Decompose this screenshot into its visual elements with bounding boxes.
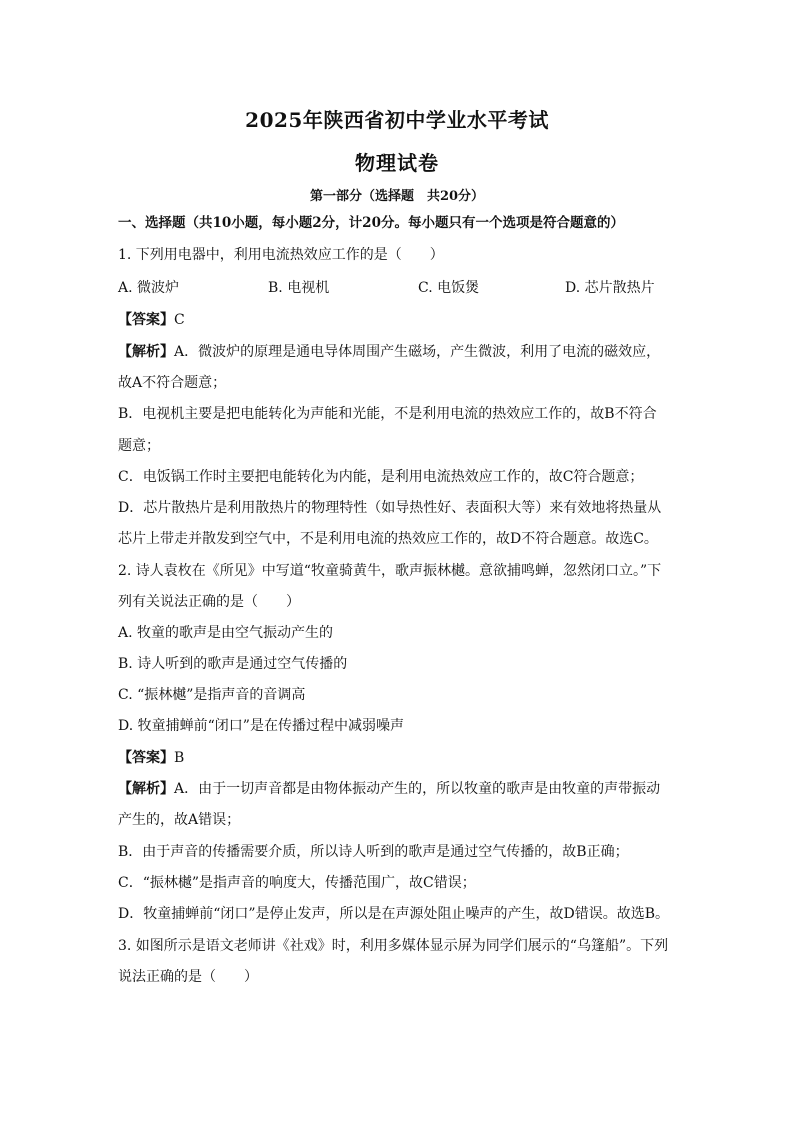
analysis-tag: 【解析】 bbox=[118, 344, 174, 360]
q3-stem-line-1: 3. 如图所示是语文老师讲《社戏》时，利用多媒体显示屏为同学们展示的“乌篷船”。下列 bbox=[118, 938, 669, 954]
section-heading: 一、选择题（共10小题，每小题2分，计20分。每小题只有一个选项是符合题意的） bbox=[118, 215, 624, 231]
q1-stem: 1. 下列用电器中，利用电流热效应工作的是（ ） bbox=[118, 247, 444, 263]
q2-stem-line-1: 2. 诗人袁枚在《所见》中写道“牧童骑黄牛，歌声振林樾。意欲捕鸣蝉，忽然闭口立。”下 bbox=[118, 563, 662, 579]
q1-analysis-line-7: 芯片上带走并散发到空气中，不是利用电流的热效应工作的，故D不符合题意。故选C。 bbox=[118, 531, 658, 547]
q1-analysis-line-3: B．电视机主要是把电能转化为声能和光能，不是利用电流的热效应工作的，故B不符合 bbox=[118, 406, 657, 422]
q1-option-a: A. 微波炉 bbox=[118, 280, 180, 296]
q2-analysis-line-3: B．由于声音的传播需要介质，所以诗人听到的歌声是通过空气传播的，故B正确； bbox=[118, 844, 629, 860]
analysis-text: A．微波炉的原理是通电导体周围产生磁场，产生微波，利用了电流的磁效应， bbox=[174, 344, 661, 360]
analysis-tag: 【解析】 bbox=[118, 781, 174, 797]
q2-option-b: B. 诗人听到的歌声是通过空气传播的 bbox=[118, 656, 348, 672]
q1-option-b: B. 电视机 bbox=[268, 280, 330, 296]
q1-analysis-line-1 bbox=[118, 342, 660, 362]
answer-tag: 【答案】 bbox=[118, 312, 174, 328]
part-heading: 第一部分（选择题 共20分） bbox=[309, 189, 485, 204]
q1-answer bbox=[118, 310, 185, 330]
q2-analysis-line-1 bbox=[118, 779, 660, 799]
analysis-text: A．由于一切声音都是由物体振动产生的，所以牧童的歌声是由牧童的声带振动 bbox=[174, 781, 661, 797]
q1-option-d: D. 芯片散热片 bbox=[565, 280, 655, 296]
q2-option-a: A. 牧童的歌声是由空气振动产生的 bbox=[118, 625, 334, 641]
q1-analysis-line-2: 故A不符合题意； bbox=[118, 375, 227, 391]
answer-value: C bbox=[174, 312, 185, 328]
q2-stem-line-2: 列有关说法正确的是（ ） bbox=[118, 594, 300, 610]
q1-analysis-line-5: C．电饭锅工作时主要把电能转化为内能，是利用电流热效应工作的，故C符合题意； bbox=[118, 469, 644, 485]
q1-option-c: C. 电饭煲 bbox=[418, 280, 480, 296]
answer-value: B bbox=[174, 750, 185, 766]
q1-analysis-line-4: 题意； bbox=[118, 438, 160, 454]
q2-analysis-line-2: 产生的，故A错误； bbox=[118, 812, 241, 828]
q2-option-d: D. 牧童捕蝉前“闭口”是在传播过程中减弱噪声 bbox=[118, 718, 404, 734]
exam-title: 2025年陕西省初中学业水平考试 bbox=[245, 108, 549, 132]
exam-subtitle: 物理试卷 bbox=[355, 151, 439, 175]
q3-stem-line-2: 说法正确的是（ ） bbox=[118, 969, 258, 985]
q1-analysis-line-6: D．芯片散热片是利用散热片的物理特性（如导热性好、表面积大等）来有效地将热量从 bbox=[118, 500, 662, 516]
q2-option-c: C. “振林樾”是指声音的音调高 bbox=[118, 687, 306, 703]
answer-tag: 【答案】 bbox=[118, 750, 174, 766]
q2-analysis-line-5: D．牧童捕蝉前“闭口”是停止发声，所以是在声源处阻止噪声的产生，故D错误。故选B。 bbox=[118, 906, 670, 922]
q2-analysis-line-4: C．“振林樾”是指声音的响度大，传播范围广，故C错误； bbox=[118, 875, 476, 891]
q2-answer bbox=[118, 748, 184, 768]
